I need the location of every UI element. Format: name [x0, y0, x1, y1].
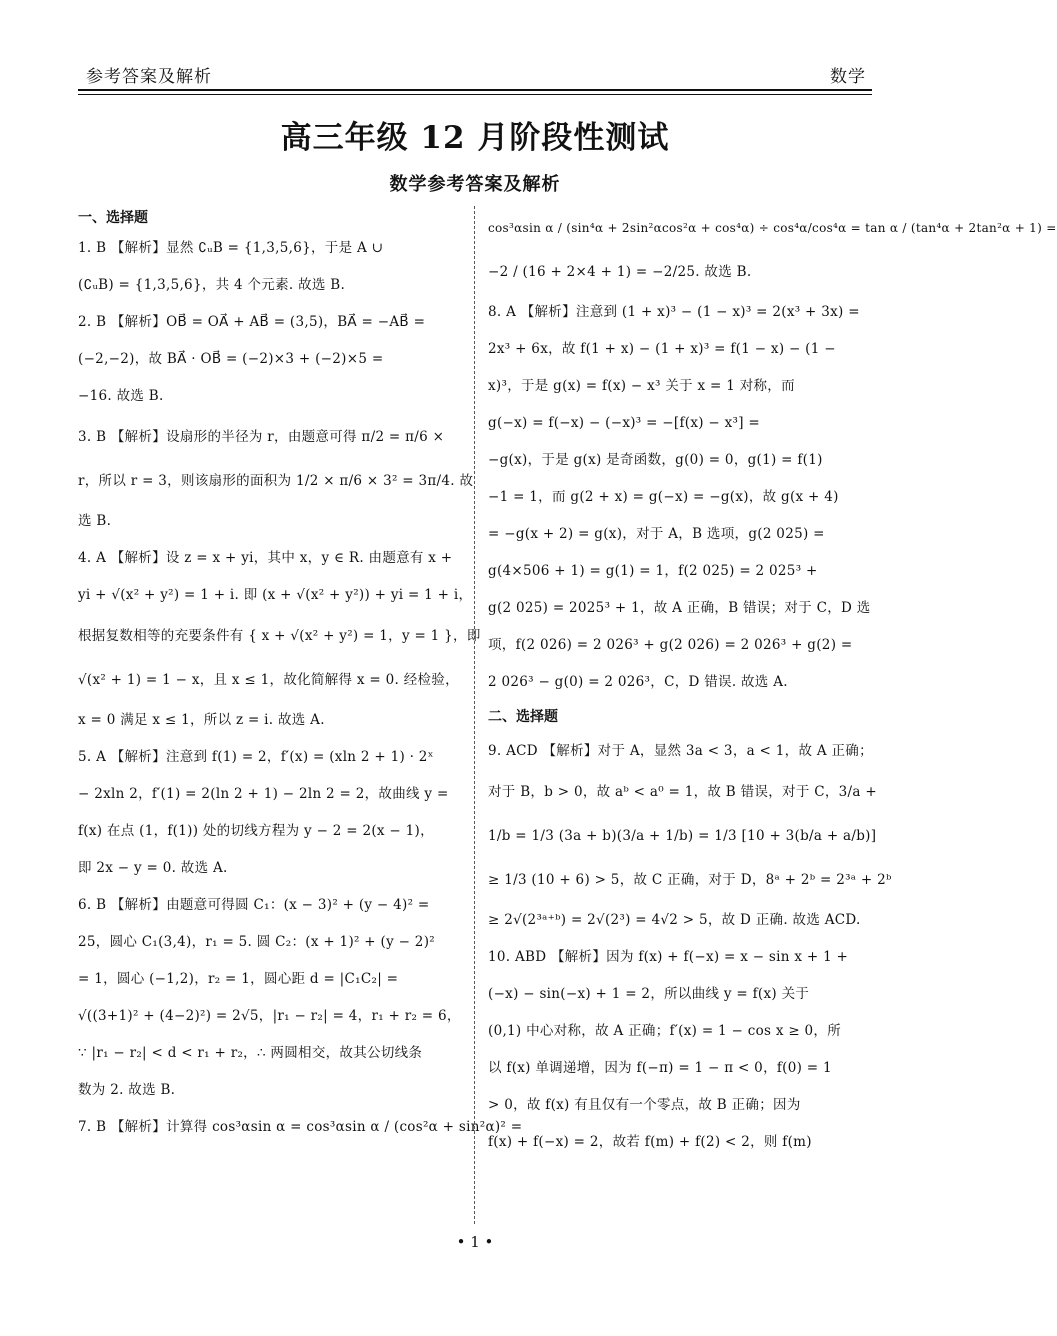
answer-line: x = 0 满足 x ≤ 1，所以 z = i. 故选 A.	[78, 712, 325, 728]
answer-line: r，所以 r = 3，则该扇形的面积为 1/2 × π/6 × 3² = 3π/4. 故	[78, 473, 474, 489]
header-rule-thin	[78, 94, 872, 95]
answer-line: 根据复数相等的充要条件有 { x + √(x² + y²) = 1，y = 1 }，即	[78, 628, 481, 644]
header-rule-thick	[78, 89, 872, 91]
column-divider	[474, 206, 475, 1224]
answer-line: f(x) + f(−x) = 2，故若 f(m) + f(2) < 2，则 f(m)	[488, 1134, 812, 1150]
answer-line: > 0，故 f(x) 有且仅有一个零点，故 B 正确；因为	[488, 1097, 801, 1113]
answer-line: 2. B 【解析】OB⃗ = OA⃗ + AB⃗ = (3,5)，BA⃗ = −AB⃗ =	[78, 314, 426, 330]
answer-line: −16. 故选 B.	[78, 388, 164, 404]
answer-line: g(−x) = f(−x) − (−x)³ = −[f(x) − x³] =	[488, 415, 761, 431]
answer-line: cos³αsin α / (sin⁴α + 2sin²αcos²α + cos⁴α) ÷ cos⁴α/cos⁴α = tan α / (tan⁴α + 2tan²α + 1) =	[488, 221, 1057, 235]
answer-line: (∁ᵤB) = {1,3,5,6}，共 4 个元素. 故选 B.	[78, 277, 346, 293]
answer-line: −1 = 1，而 g(2 + x) = g(−x) = −g(x)，故 g(x + 4)	[488, 489, 839, 505]
answer-line: g(4×506 + 1) = g(1) = 1，f(2 025) = 2 025³ +	[488, 563, 818, 579]
page-header	[78, 58, 872, 88]
answer-line: ≥ 1/3 (10 + 6) > 5，故 C 正确，对于 D，8ᵃ + 2ᵇ = 2³ᵃ + 2ᵇ	[488, 872, 892, 888]
answer-line: 1. B 【解析】显然 ∁ᵤB = {1,3,5,6}，于是 A ∪	[78, 240, 384, 256]
answer-line: (0,1) 中心对称，故 A 正确；f′(x) = 1 − cos x ≥ 0，所	[488, 1023, 842, 1039]
answer-line: 1/b = 1/3 (3a + b)(3/a + 1/b) = 1/3 [10 + 3(b/a + a/b)]	[488, 828, 877, 844]
answer-line: 2x³ + 6x，故 f(1 + x) − (1 + x)³ = f(1 − x) − (1 −	[488, 341, 836, 357]
answer-line: 2 026³ − g(0) = 2 026³，C，D 错误. 故选 A.	[488, 674, 788, 690]
answer-line: 项，f(2 026) = 2 026³ + g(2 026) = 2 026³ + g(2) =	[488, 637, 853, 653]
answer-line: 5. A 【解析】注意到 f(1) = 2，f′(x) = (xln 2 + 1) · 2ˣ	[78, 749, 434, 765]
answer-line: −g(x)，于是 g(x) 是奇函数，g(0) = 0，g(1) = f(1)	[488, 452, 823, 468]
answer-line: 4. A 【解析】设 z = x + yi，其中 x，y ∈ R. 由题意有 x +	[78, 550, 453, 566]
answer-line: = −g(x + 2) = g(x)，对于 A，B 选项，g(2 025) =	[488, 526, 825, 542]
answer-line: 25，圆心 C₁(3,4)，r₁ = 5. 圆 C₂：(x + 1)² + (y − 2)²	[78, 934, 435, 950]
section-heading-multi-choice: 二、选择题	[488, 709, 558, 725]
answer-line: 8. A 【解析】注意到 (1 + x)³ − (1 − x)³ = 2(x³ + 3x) =	[488, 304, 860, 320]
answer-line: 对于 B，b > 0，故 aᵇ < a⁰ = 1，故 B 错误，对于 C，3/a +	[488, 784, 877, 800]
answer-line: = 1，圆心 (−1,2)，r₂ = 1，圆心距 d = |C₁C₂| =	[78, 971, 399, 987]
right-column	[488, 206, 1057, 1161]
answer-line: 3. B 【解析】设扇形的半径为 r，由题意可得 π/2 = π/6 ×	[78, 429, 445, 445]
header-subject: 数学	[830, 67, 866, 87]
answer-line: 选 B.	[78, 513, 112, 529]
answer-line: 7. B 【解析】计算得 cos³αsin α = cos³αsin α / (cos²α + sin²α)² =	[78, 1119, 523, 1135]
section-heading-choice: 一、选择题	[78, 210, 148, 226]
answer-line: √((3+1)² + (4−2)²) = 2√5，|r₁ − r₂| = 4，r₁ + r₂ = 6，	[78, 1008, 461, 1024]
answer-line: 10. ABD 【解析】因为 f(x) + f(−x) = x − sin x + 1 +	[488, 949, 849, 965]
page-number: • 1 •	[456, 1233, 494, 1251]
answer-line: − 2xln 2，f′(1) = 2(ln 2 + 1) − 2ln 2 = 2，故曲线 y =	[78, 786, 449, 802]
answer-line: ∵ |r₁ − r₂| < d < r₁ + r₂，∴ 两圆相交，故其公切线条	[78, 1045, 423, 1061]
answer-line: f(x) 在点 (1，f(1)) 处的切线方程为 y − 2 = 2(x − 1)，	[78, 823, 434, 839]
answer-line: yi + √(x² + y²) = 1 + i. 即 (x + √(x² + y²)) + yi = 1 + i，	[78, 587, 473, 603]
answer-line: 即 2x − y = 0. 故选 A.	[78, 860, 228, 876]
answer-line: (−x) − sin(−x) + 1 = 2，所以曲线 y = f(x) 关于	[488, 986, 810, 1002]
answer-line: ≥ 2√(2³ᵃ⁺ᵇ) = 2√(2³) = 4√2 > 5，故 D 正确. 故选 ACD.	[488, 912, 861, 928]
answer-line: −2 / (16 + 2×4 + 1) = −2/25. 故选 B.	[488, 264, 752, 280]
answer-line: 6. B 【解析】由题意可得圆 C₁：(x − 3)² + (y − 4)² =	[78, 897, 430, 913]
header-left-text: 参考答案及解析	[86, 67, 212, 87]
answer-line: g(2 025) = 2025³ + 1，故 A 正确，B 错误；对于 C，D 选	[488, 600, 871, 616]
answer-line: √(x² + 1) = 1 − x，且 x ≤ 1，故化简解得 x = 0. 经检验，	[78, 672, 459, 688]
answer-line: (−2,−2)，故 BA⃗ · OB⃗ = (−2)×3 + (−2)×5 =	[78, 351, 384, 367]
answer-line: 9. ACD 【解析】对于 A，显然 3a < 3，a < 1，故 A 正确；	[488, 743, 873, 759]
page-title: 高三年级 12 月阶段性测试	[280, 120, 670, 156]
answer-line: 以 f(x) 单调递增，因为 f(−π) = 1 − π < 0，f(0) = 1	[488, 1060, 832, 1076]
page-subtitle: 数学参考答案及解析	[389, 174, 561, 195]
answer-line: x)³，于是 g(x) = f(x) − x³ 关于 x = 1 对称，而	[488, 378, 795, 394]
answer-line: 数为 2. 故选 B.	[78, 1082, 176, 1098]
